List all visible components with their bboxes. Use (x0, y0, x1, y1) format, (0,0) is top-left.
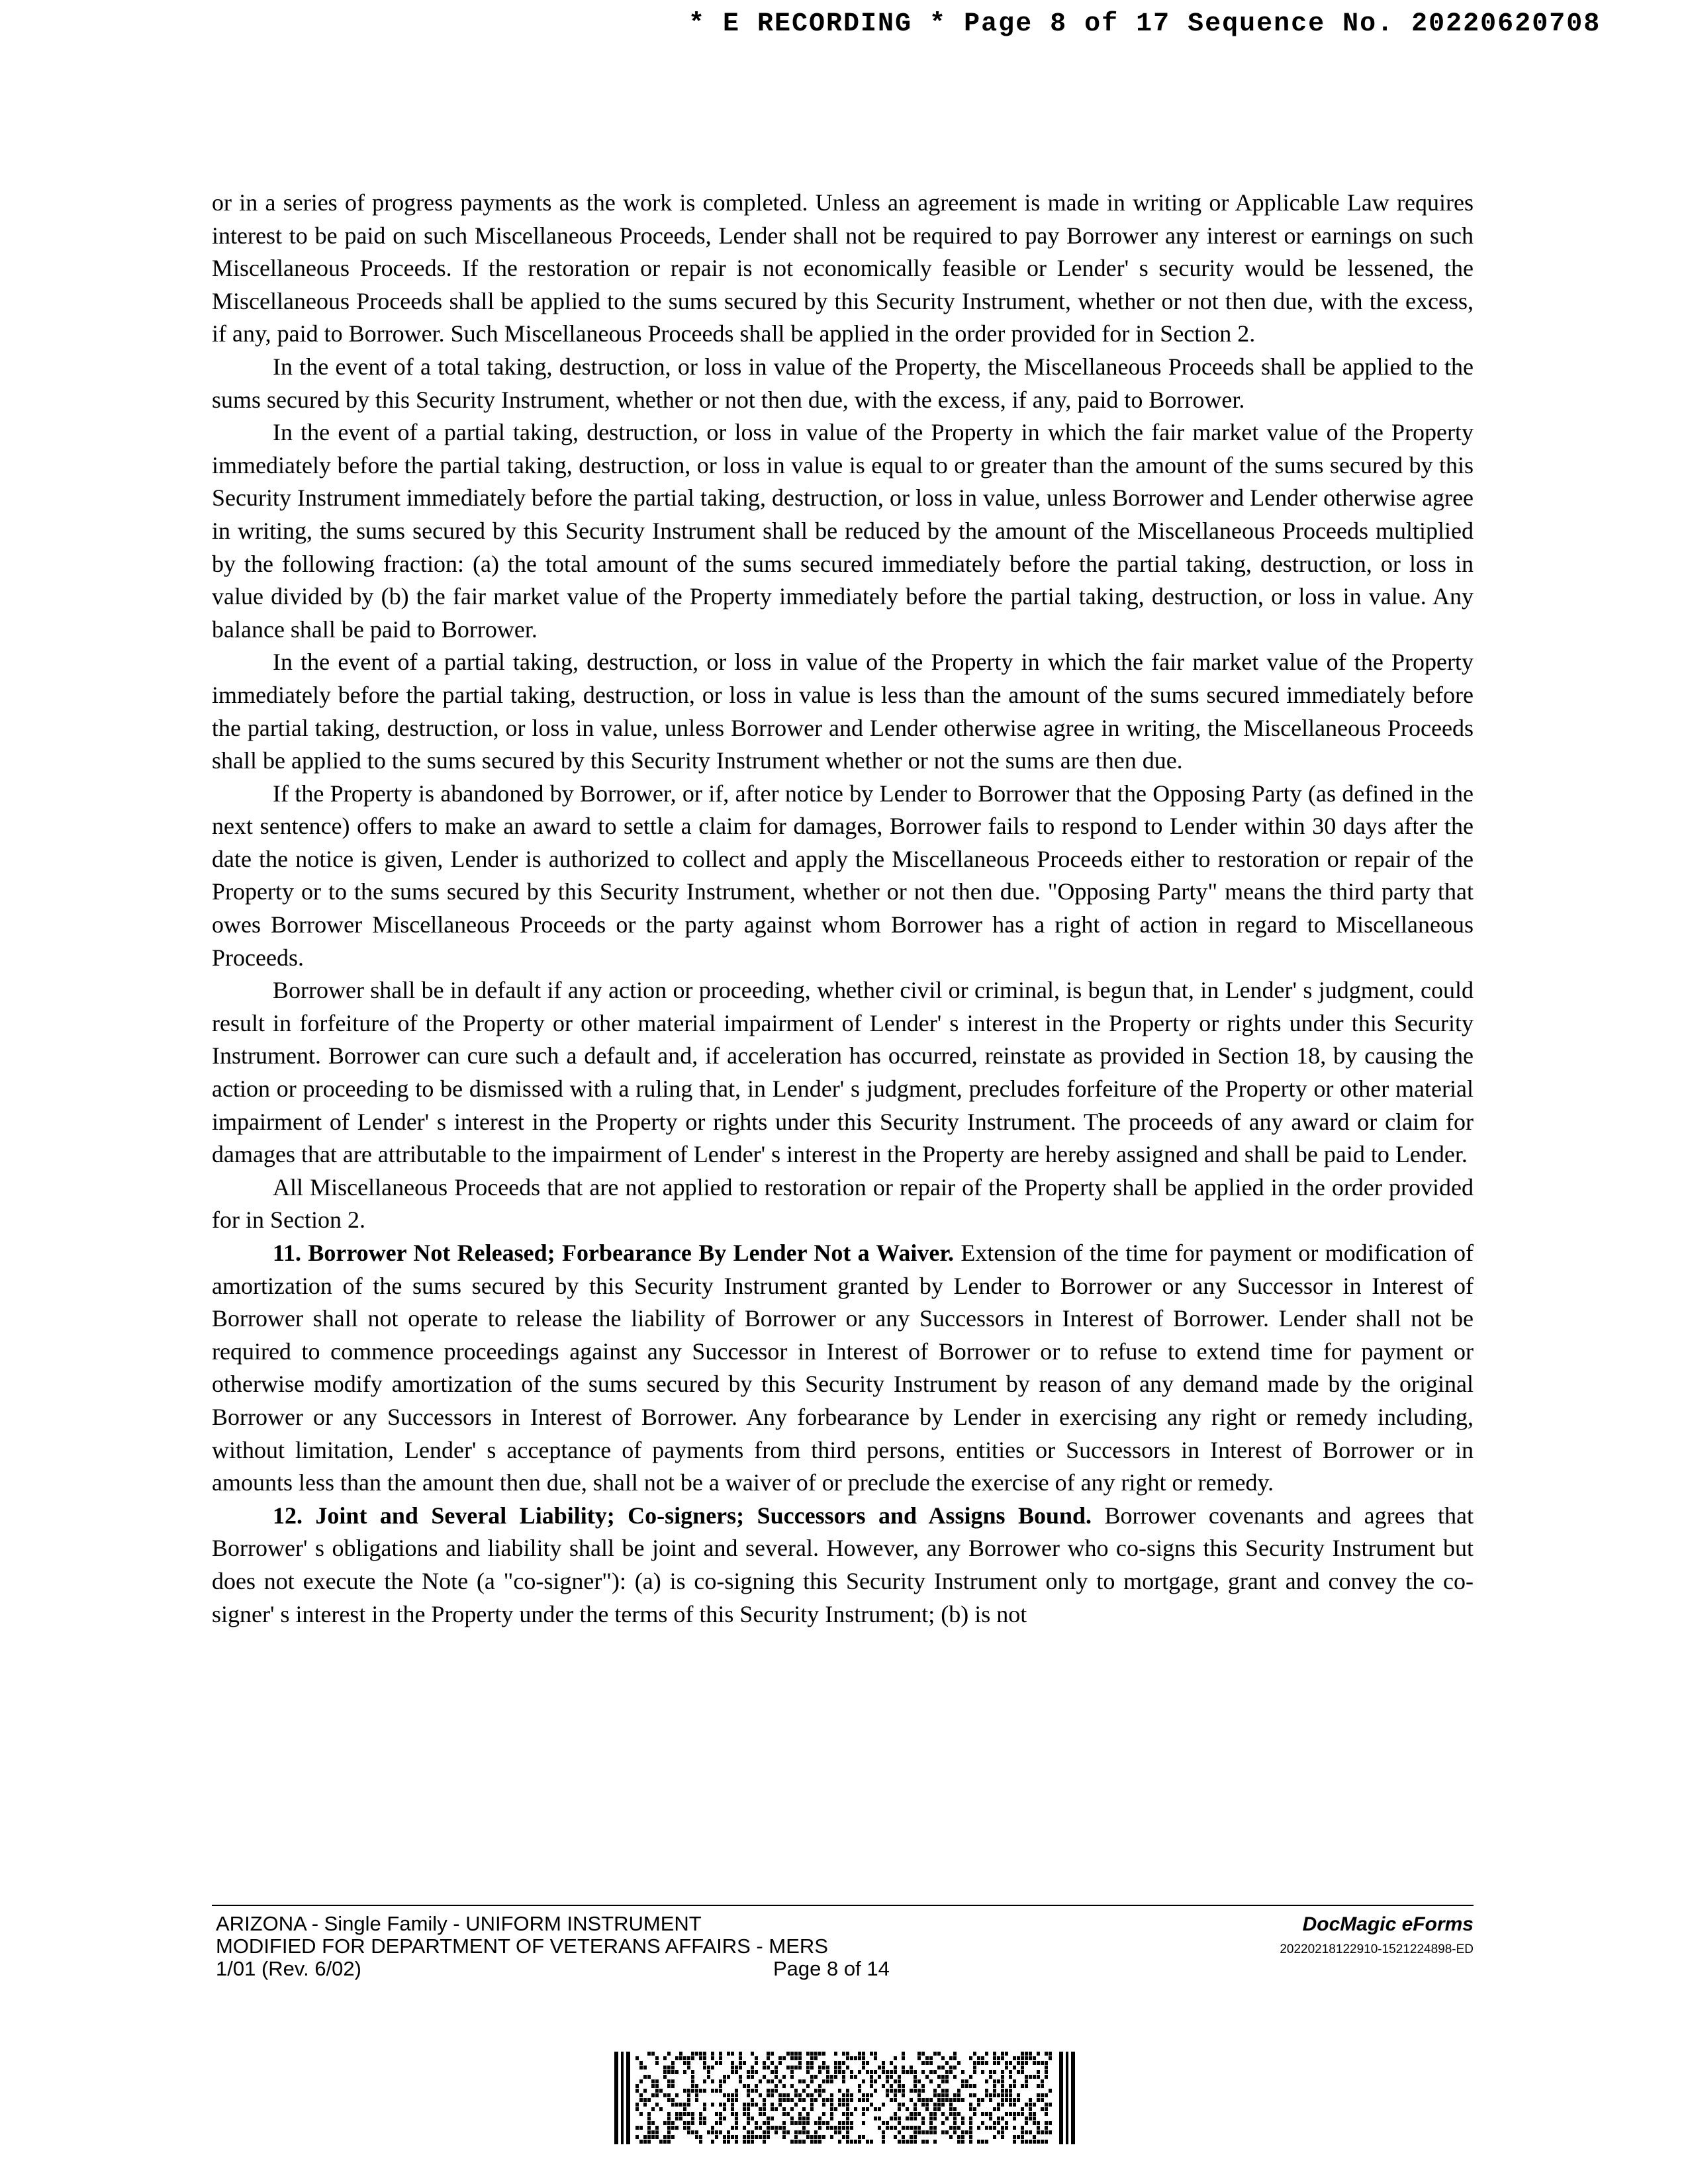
section-12-heading: 12. Joint and Several Liability; Co-signers; Successors and Assigns Bound. (273, 1502, 1092, 1529)
paragraph-partial-taking-greater: In the event of a partial taking, destruction, or loss in value of the Property in which the fair market value of the Property immediately before the partial taking, destruction, or loss in value is equal to or greater than the amount of the sums secured by this Security Instrument immediately before the partial taking, destruction, or loss in value, unless Borrower and Lender otherwise agree in writing, the sums secured by this Security Instrument shall be reduced by the amount of the Miscellaneous Proceeds multiplied by the following fraction: (a) the total amount of the sums secured immediately before the partial taking, destruction, or loss in value divided by (b) the fair market value of the Property immediately before the partial taking, destruction, or loss in value. Any balance shall be paid to Borrower. (212, 419, 1474, 643)
paragraph-total-taking: In the event of a total taking, destruction, or loss in value of the Property, the Miscellaneous Proceeds shall be applied to the sums secured by this Security Instrument, whether or not then due, with the excess, if any, paid to Borrower. (212, 353, 1474, 413)
section-11-text: Extension of the time for payment or modification of amortization of the sums secured by this Security Instrument granted by Lender to Borrower or any Successor in Interest of Borrower shall not operate to release the liability of Borrower or any Successors in Interest of Borrower. Lender shall not be required to commence proceedings against any Successor in Interest of Borrower or to refuse to extend time for payment or otherwise modify amortization of the sums secured by this Security Instrument by reason of any demand made by the original Borrower or any Successors in Interest of Borrower. Any forbearance by Lender in exercising any right or remedy including, without limitation, Lender' s acceptance of payments from third persons, entities or Successors in Interest of Borrower or in amounts less than the amount then due, shall not be a waiver of or preclude the exercise of any right or remedy. (212, 1240, 1474, 1496)
footer-divider (212, 1905, 1474, 1906)
paragraph-progress-payments: or in a series of progress payments as the work is completed. Unless an agreement is made in writing or Applicable Law requires interest to be paid on such Miscellaneous Proceeds, Lender shall not be required to pay Borrower any interest or earnings on such Miscellaneous Proceeds. If the restoration or repair is not economically feasible or Lender' s security would be lessened, the Miscellaneous Proceeds shall be applied to the sums secured by this Security Instrument, whether or not then due, with the excess, if any, paid to Borrower. Such Miscellaneous Proceeds shall be applied in the order provided for in Section 2. (212, 189, 1474, 347)
footer-form-revision: 1/01 (Rev. 6/02) (216, 1957, 361, 1980)
section-12-paragraph (212, 1500, 1474, 1631)
recording-header: * E RECORDING * Page 8 of 17 Sequence No. 20220620708 (688, 9, 1601, 39)
docmagic-logo: DocMagic eForms (1302, 1913, 1474, 1935)
footer-form-modification: MODIFIED FOR DEPARTMENT OF VETERANS AFFAIRS - MERS (216, 1934, 828, 1958)
paragraph-all-proceeds: All Miscellaneous Proceeds that are not applied to restoration or repair of the Property shall be applied in the order provided for in Section 2. (212, 1173, 1474, 1234)
document-body (212, 187, 1474, 1631)
paragraph-partial-taking-less: In the event of a partial taking, destruction, or loss in value of the Property in which the fair market value of the Property immediately before the partial taking, destruction, or loss in value is less than the amount of the sums secured immediately before the partial taking, destruction, or loss in value, unless Borrower and Lender otherwise agree in writing, the Miscellaneous Proceeds shall be applied to the sums secured by this Security Instrument whether or not the sums are then due. (212, 649, 1474, 774)
footer-form-info (216, 1913, 944, 1980)
section-11-heading: 11. Borrower Not Released; Forbearance By Lender Not a Waiver. (273, 1240, 955, 1266)
footer-brand-block (1158, 1913, 1474, 1960)
barcode-icon (614, 2052, 1075, 2144)
footer-form-title: ARIZONA - Single Family - UNIFORM INSTRUMENT (216, 1912, 702, 1935)
section-12-text: Borrower covenants and agrees that Borrower' s obligations and liability shall be joint and several. However, any Borrower who co-signs this Security Instrument but does not execute the Note (a "co-signer"): (a) is co-signing this Security Instrument only to mortgage, grant and convey the co-signer' s interest in the Property under the terms of this Security Instrument; (b) is not (212, 1502, 1474, 1627)
paragraph-borrower-default: Borrower shall be in default if any action or proceeding, whether civil or criminal, is begun that, in Lender' s judgment, could result in forfeiture of the Property or other material impairment of Lender' s interest in the Property or rights under this Security Instrument. Borrower can cure such a default and, if acceleration has occurred, reinstate as provided in Section 18, by causing the action or proceeding to be dismissed with a ruling that, in Lender' s judgment, precludes forfeiture of the Property or other material impairment of Lender' s interest in the Property or rights under this Security Instrument. The proceeds of any award or claim for damages that are attributable to the impairment of Lender' s interest in the Property are hereby assigned and shall be paid to Lender. (212, 977, 1474, 1168)
section-11-paragraph (212, 1237, 1474, 1500)
footer-document-id: 20220218122910-1521224898-ED (1280, 1942, 1474, 1956)
footer-page-number: Page 8 of 14 (773, 1957, 890, 1980)
paragraph-abandoned-property: If the Property is abandoned by Borrower, or if, after notice by Lender to Borrower that the Opposing Party (as defined in the next sentence) offers to make an award to settle a claim for damages, Borrower fails to respond to Lender within 30 days after the date the notice is given, Lender is authorized to collect and apply the Miscellaneous Proceeds either to restoration or repair of the Property or to the sums secured by this Security Instrument, whether or not then due. "Opposing Party" means the third party that owes Borrower Miscellaneous Proceeds or the party against whom Borrower has a right of action in regard to Miscellaneous Proceeds. (212, 780, 1474, 971)
